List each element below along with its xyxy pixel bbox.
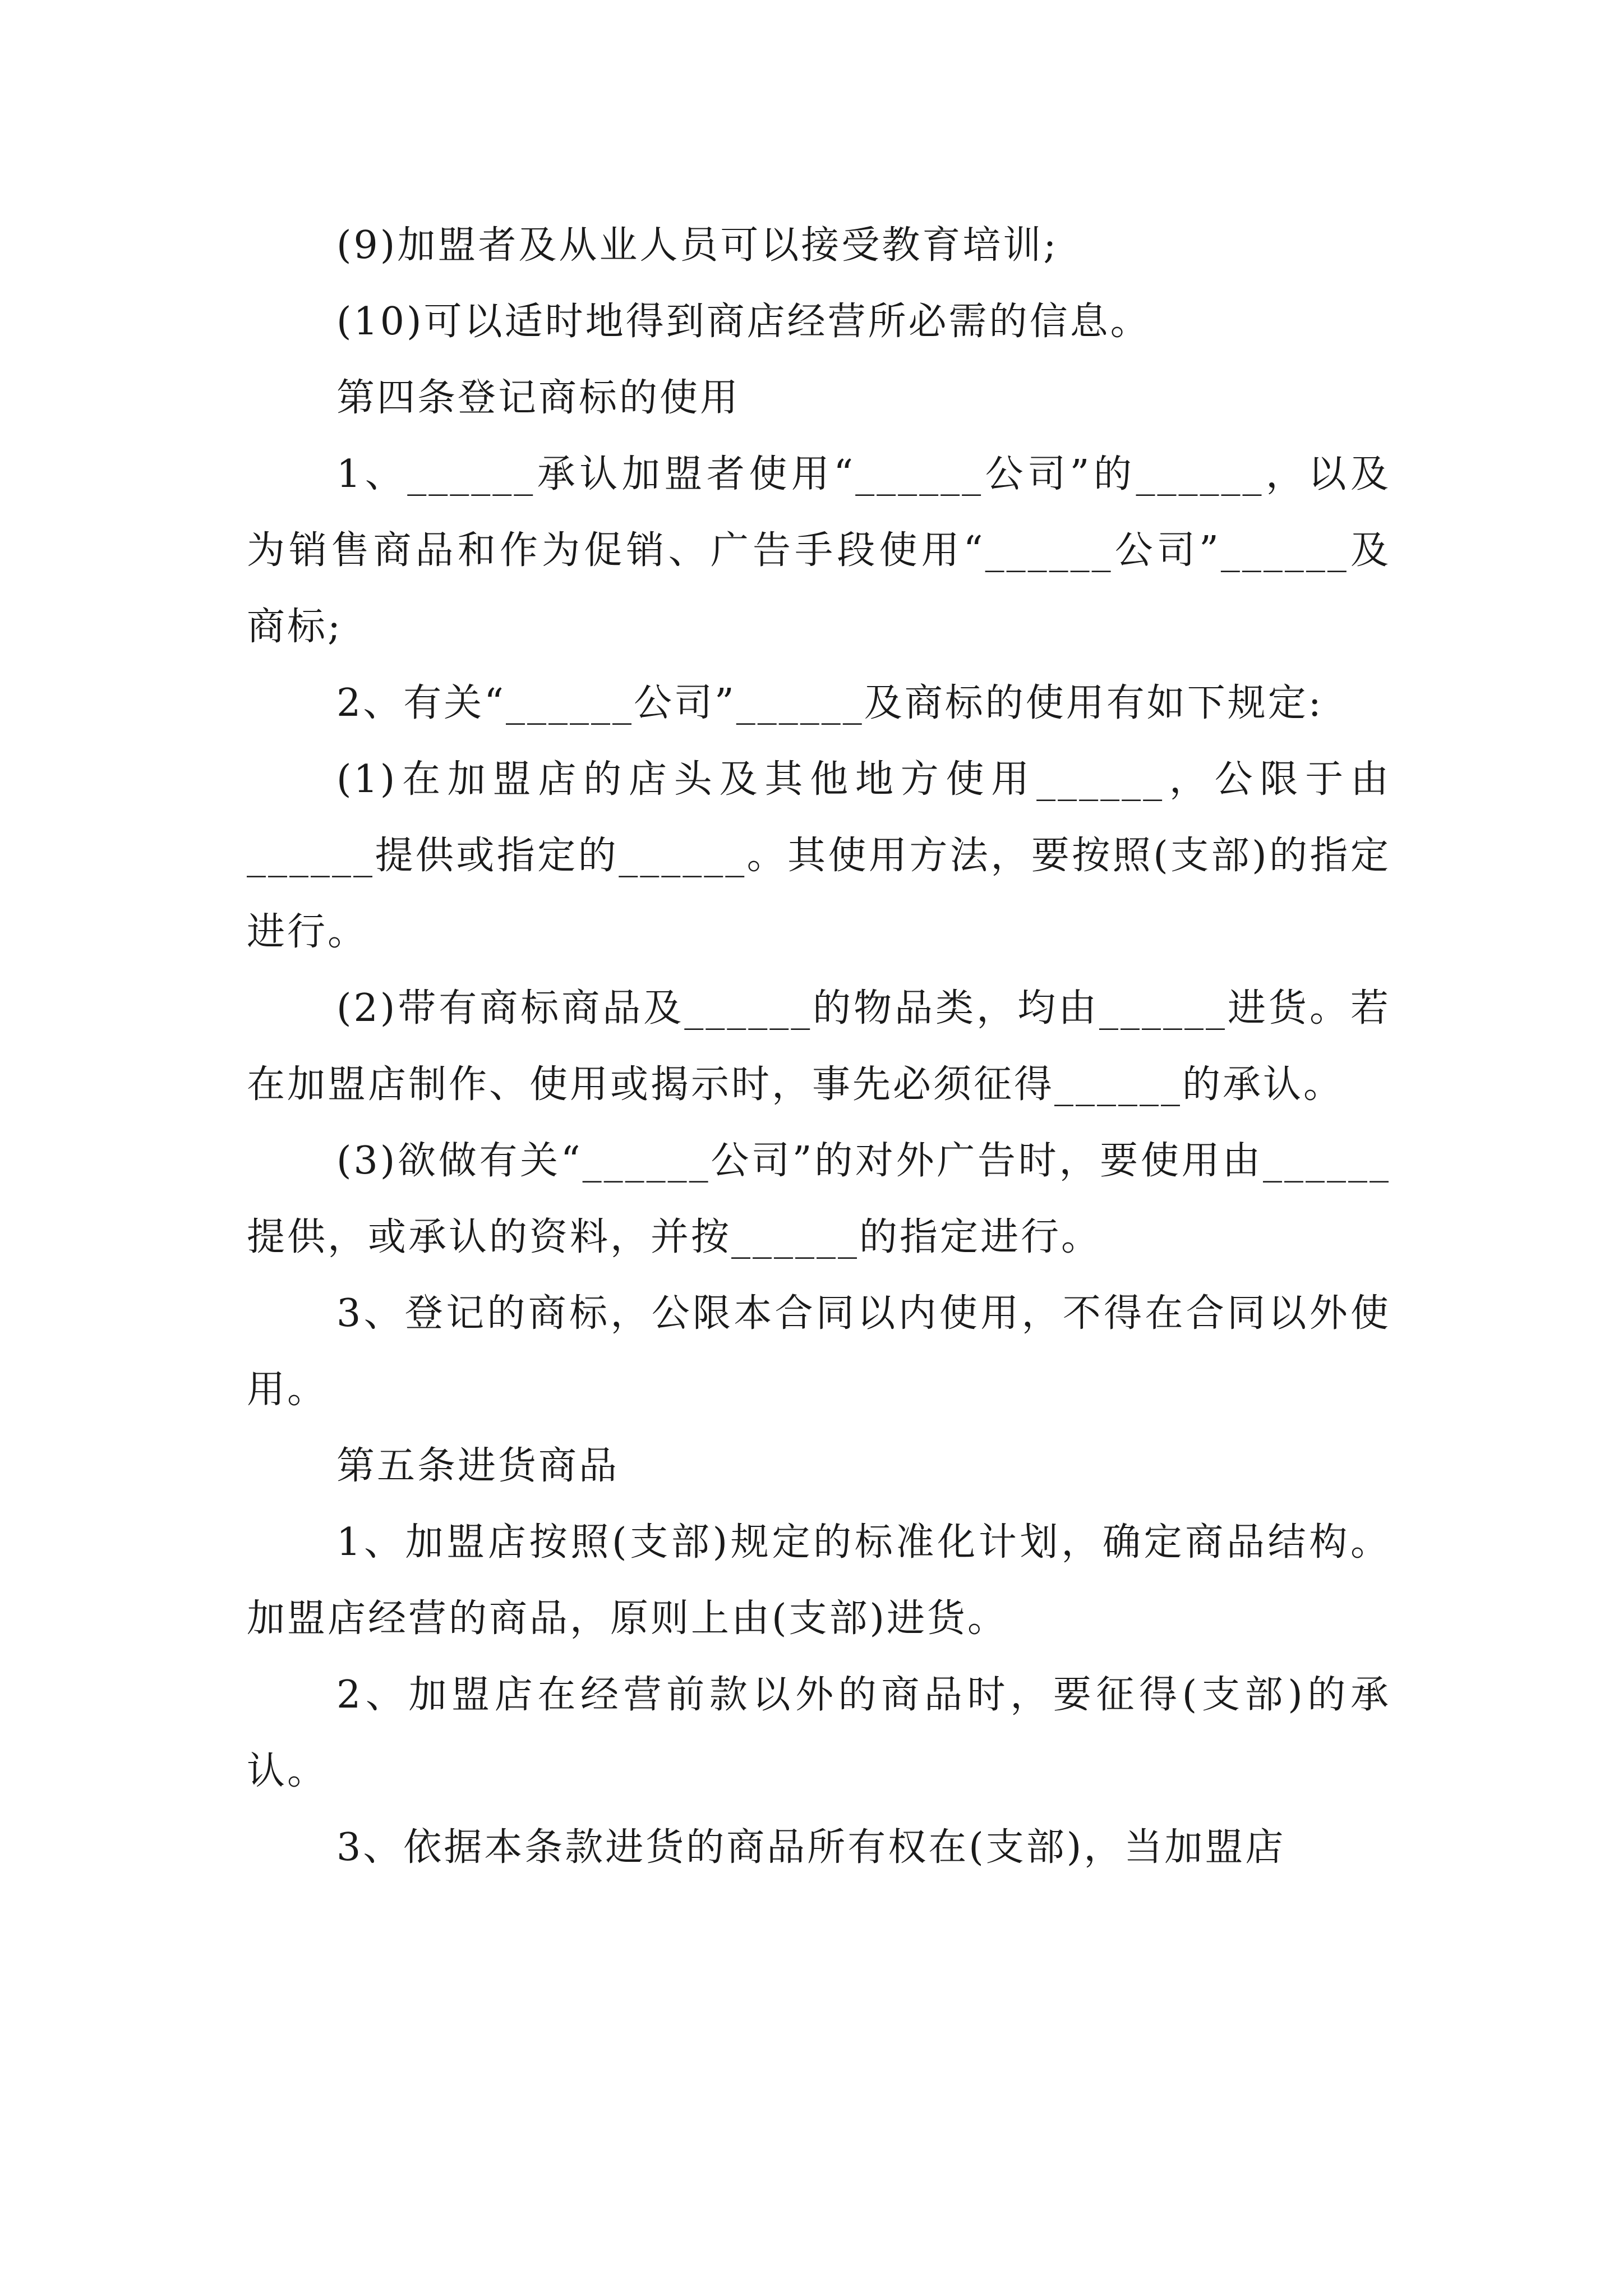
paragraph-item-10: (10)可以适时地得到商店经营所必需的信息。 — [336, 300, 1151, 344]
paragraph-clause-4-2: 2、有关“______公司”______及商标的使用有如下规定: — [336, 681, 1324, 725]
paragraph-clause-5-1: 1、加盟店按照(支部)规定的标准化计划，确定商品结构。加盟店经营的商品，原则上由(支部)进货。 — [247, 1520, 1391, 1641]
paragraph-clause-4-3: 3、登记的商标，公限本合同以内使用，不得在合同以外使用。 — [247, 1291, 1391, 1412]
paragraph-clause-5-3: 3、依据本条款进货的商品所有权在(支部)，当加盟店 — [336, 1825, 1286, 1870]
paragraph-clause-4-2-2: (2)带有商标商品及______的物品类，均由______进货。若在加盟店制作、使用或揭示时，事先必须征得______的承认。 — [247, 986, 1391, 1107]
paragraph-clause-4-2-3: (3)欲做有关“______公司”的对外广告时，要使用由______提供，或承认的资料，并按______的指定进行。 — [247, 1139, 1391, 1259]
paragraph-clause-4-2-1: (1)在加盟店的店头及其他地方使用______，公限于由______提供或指定的______。其使用方法，要按照(支部)的指定进行。 — [247, 757, 1391, 954]
section-heading-article-4: 第四条登记商标的使用 — [336, 376, 741, 420]
paragraph-item-9: (9)加盟者及从业人员可以接受教育培训; — [336, 223, 1059, 268]
paragraph-clause-4-1: 1、______承认加盟者使用“______公司”的______，以及为销售商品和作为促销、广告手段使用“______公司”______及商标; — [247, 452, 1391, 649]
section-heading-article-5: 第五条进货商品 — [336, 1444, 620, 1488]
paragraph-clause-5-2: 2、加盟店在经营前款以外的商品时，要征得(支部)的承认。 — [247, 1673, 1391, 1793]
document-body — [247, 208, 1391, 1886]
